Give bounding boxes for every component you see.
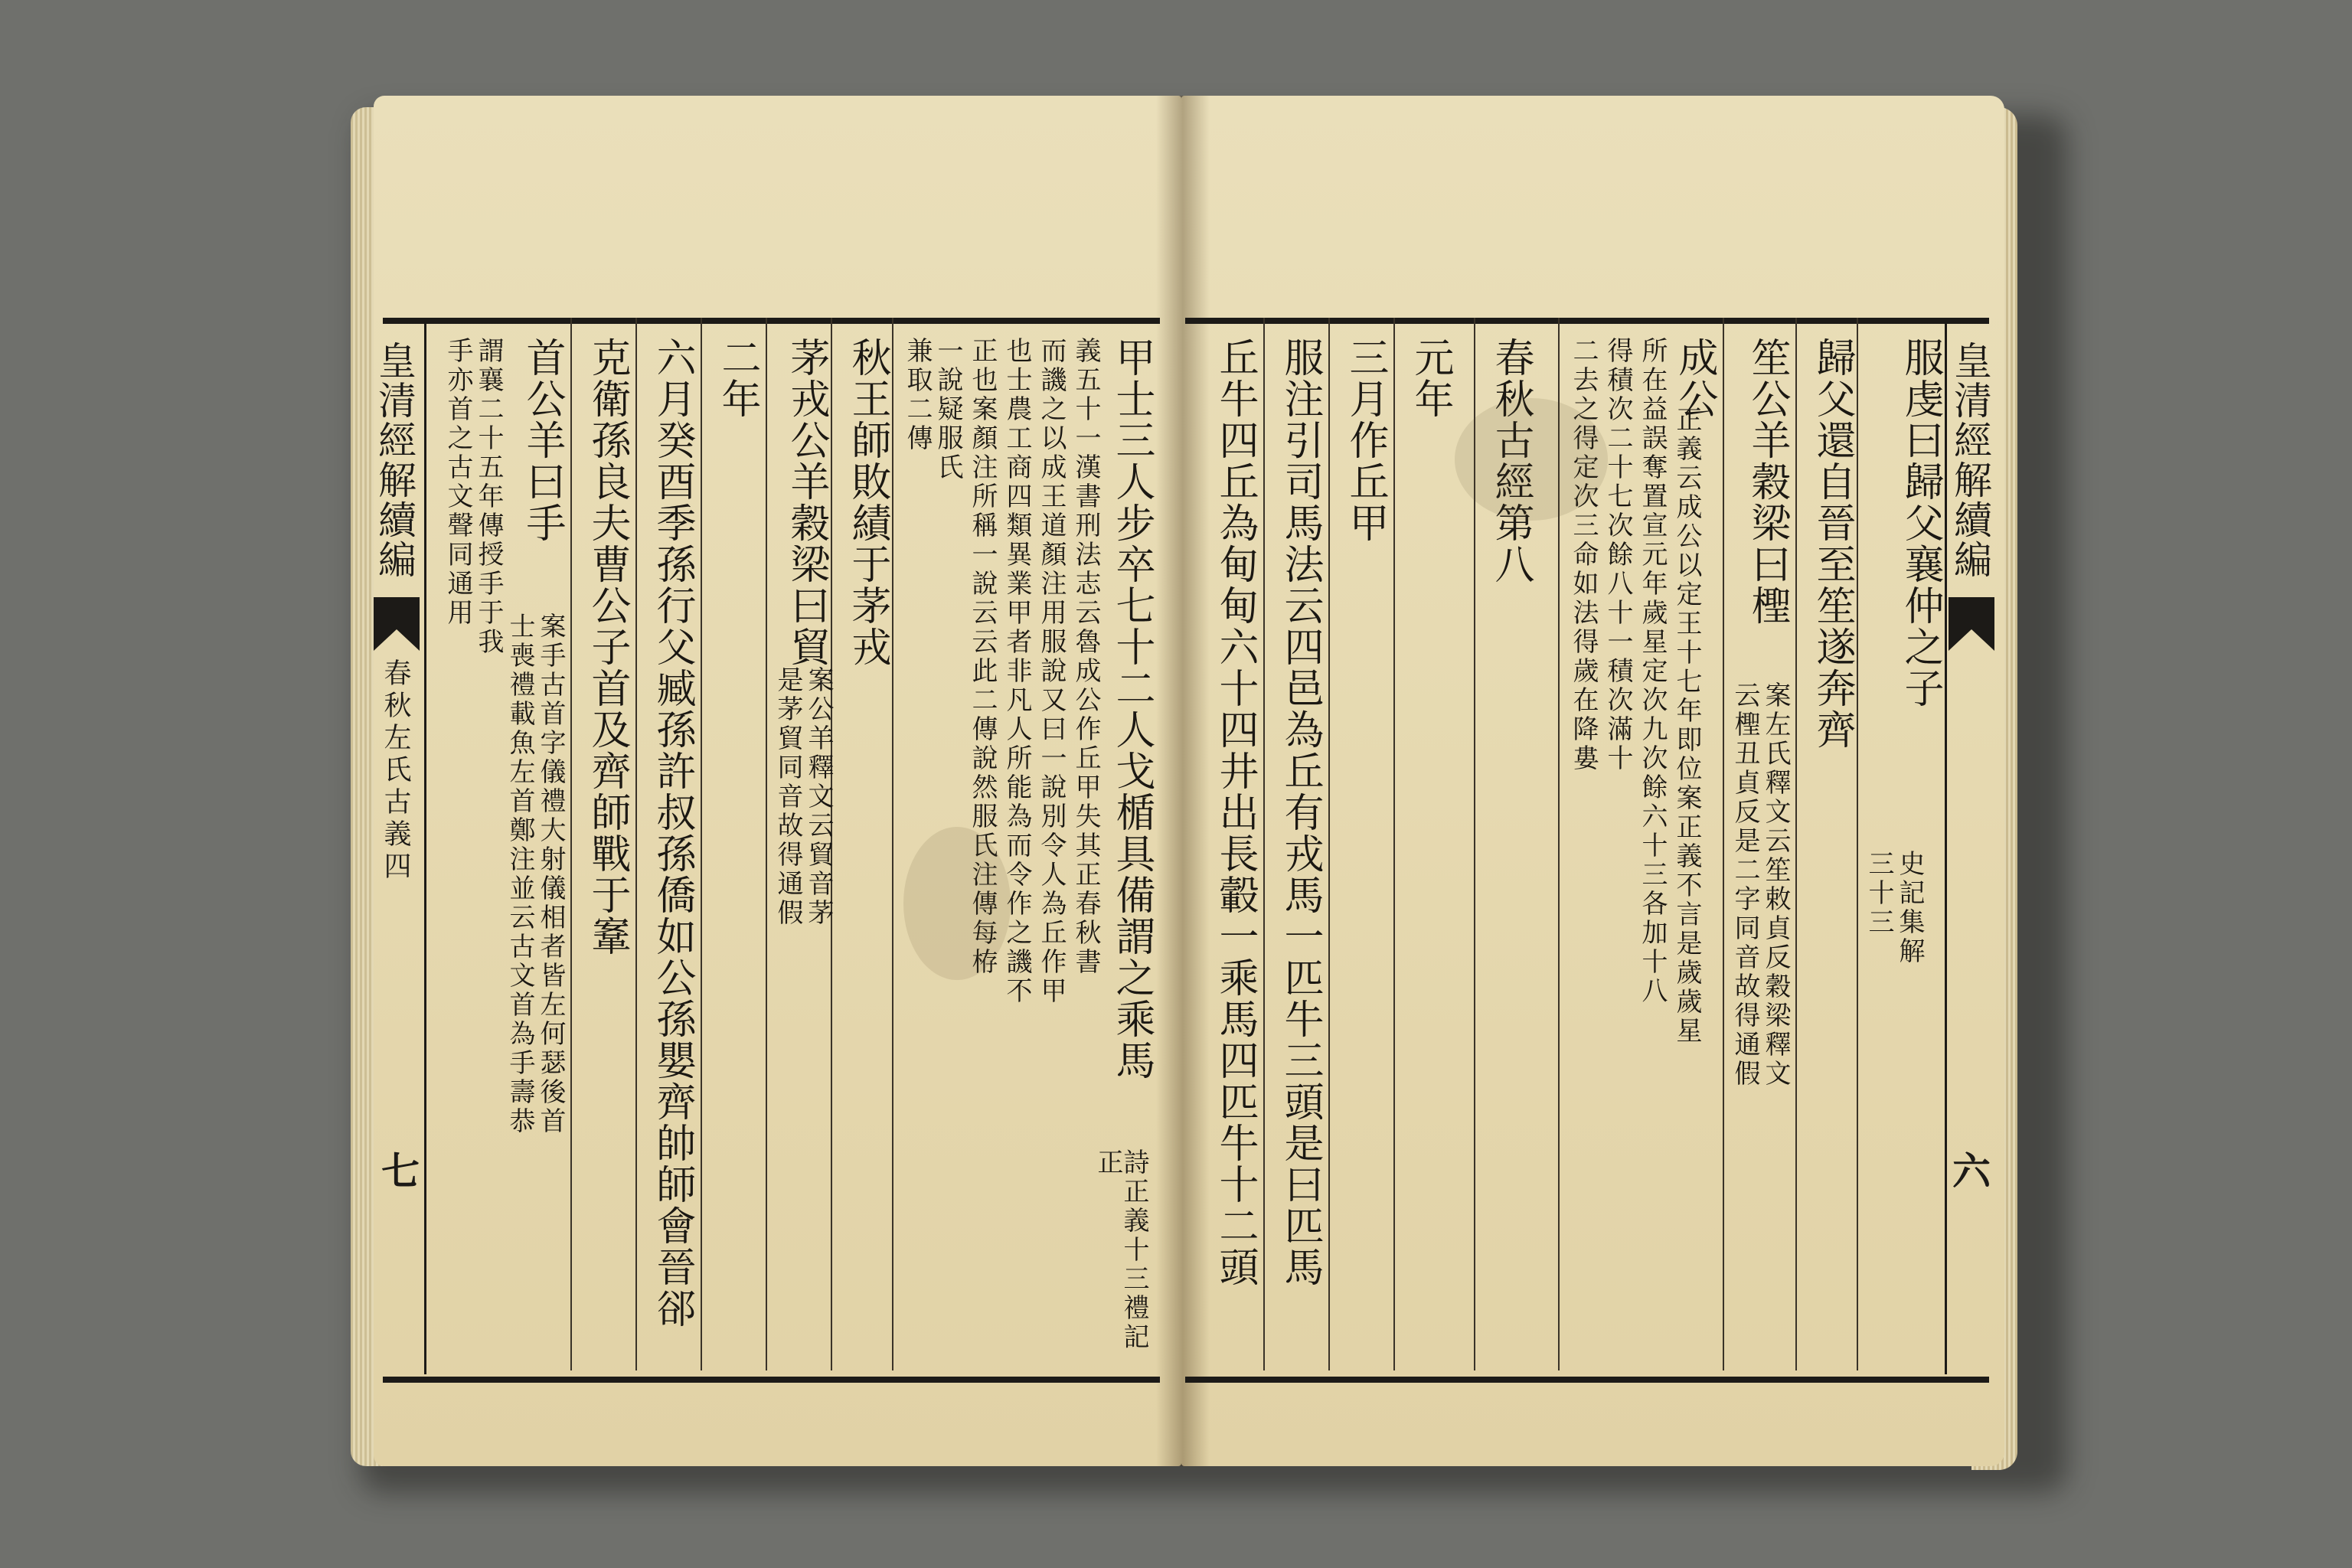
right-margin-title: 皇清經解續編 [1948, 341, 1992, 580]
text-column-annotation: 一說疑服氏 [933, 337, 963, 482]
left-margin-title: 皇清經解續編 [372, 341, 416, 580]
right-page-number: 六 [1952, 1148, 1991, 1194]
left-page-number: 七 [381, 1148, 420, 1194]
text-column: 克衛孫良夫曹公子首及齊師戰于鞌 [584, 337, 630, 957]
column-rule [1263, 318, 1265, 1370]
column-rule [1328, 318, 1330, 1370]
text-column-annotation: 詩正義十三禮記正 [1093, 1148, 1149, 1352]
text-column: 成公 [1671, 337, 1717, 420]
text-column-annotation: 三十三 [1864, 850, 1894, 937]
text-column-annotation: 而譏之以成王道顏注用服說又曰一說別令人為丘作甲 [1036, 337, 1067, 1006]
text-column: 服虔曰歸父襄仲之子 [1897, 337, 1943, 709]
text-column-annotation: 正義云成公以定王十七年即位案正義不言是歲歲星 [1671, 406, 1702, 1046]
text-column: 元年 [1407, 337, 1453, 420]
paper-wear-spot [903, 827, 1011, 980]
text-column-annotation: 正也案顏注所稱一說云云此二傳說然服氏注傳每栫 [967, 337, 998, 977]
text-column-annotation: 謂襄二十五年傳授手于我 [473, 337, 504, 657]
text-column: 六月癸酉季孫行父臧孫許叔孫僑如公孫嬰齊帥師會晉郤 [649, 337, 695, 1329]
column-rule [1795, 318, 1797, 1370]
text-column-annotation: 所在益誤奪置宣元年歲星定次九次餘六十三各加十八 [1637, 337, 1668, 1006]
text-column: 首公羊曰手 [519, 337, 565, 544]
text-column-annotation: 史記集解 [1894, 850, 1925, 966]
paper-wear-spot [1455, 398, 1608, 521]
text-column-annotation: 士喪禮載魚左首鄭注並云古文首為手壽恭 [505, 612, 535, 1136]
text-column-annotation: 是茅貿同音故得通假 [773, 666, 803, 928]
column-rule [1857, 318, 1858, 1370]
text-column: 甲士三人步卒七十二人戈楯具備謂之乘馬 [1109, 337, 1155, 1081]
text-column: 二年 [714, 337, 760, 420]
text-column: 春秋古經第八 [1488, 337, 1534, 585]
text-column-annotation: 二去之得定次三命如法得歲在降婁 [1568, 337, 1599, 773]
text-column-annotation: 兼取二傳 [902, 337, 933, 453]
text-column-annotation: 得積次二十七次餘八十一積次滿十 [1602, 337, 1633, 773]
text-column-annotation: 義五十一漢書刑法志云魯成公作丘甲失其正春秋書 [1070, 337, 1101, 977]
text-column-annotation: 案手古首字儀禮大射儀相者皆左何瑟後首 [535, 612, 566, 1136]
left-margin-subtitle: 春秋左氏古義四 [380, 658, 411, 884]
text-column-annotation: 案公羊釋文云貿音茅 [803, 666, 834, 928]
text-column-annotation: 手亦首之古文聲同通用 [443, 337, 473, 628]
column-rule [701, 318, 702, 1370]
text-column: 服注引司馬法云四邑為丘有戎馬一匹牛三頭是曰匹馬 [1277, 337, 1323, 1288]
column-rule [1723, 318, 1724, 1370]
left-page-edge-rule [420, 318, 426, 1374]
text-column: 秋王師敗績于茅戎 [844, 337, 890, 668]
text-column: 三月作丘甲 [1342, 337, 1388, 544]
text-column-annotation: 案左氏釋文云笙敕貞反穀梁釋文 [1760, 681, 1791, 1089]
column-rule [635, 318, 637, 1370]
column-rule [1393, 318, 1395, 1370]
text-column-annotation: 云檉丑貞反是二字同音故得通假 [1730, 681, 1760, 1089]
column-rule [892, 318, 893, 1370]
text-column: 丘牛四丘為甸甸六十四井出長轂一乘馬四匹牛十二頭 [1212, 337, 1258, 1288]
text-column: 笙公羊穀梁曰檉 [1744, 337, 1790, 626]
text-column: 歸父還自晉至笙遂奔齊 [1809, 337, 1855, 750]
column-rule [570, 318, 572, 1370]
text-column-annotation: 也士農工商四類異業甲者非凡人所能為而令作之譏不 [1001, 337, 1032, 1006]
column-rule [766, 318, 767, 1370]
text-column: 茅戎公羊穀梁曰貿 [783, 337, 829, 668]
